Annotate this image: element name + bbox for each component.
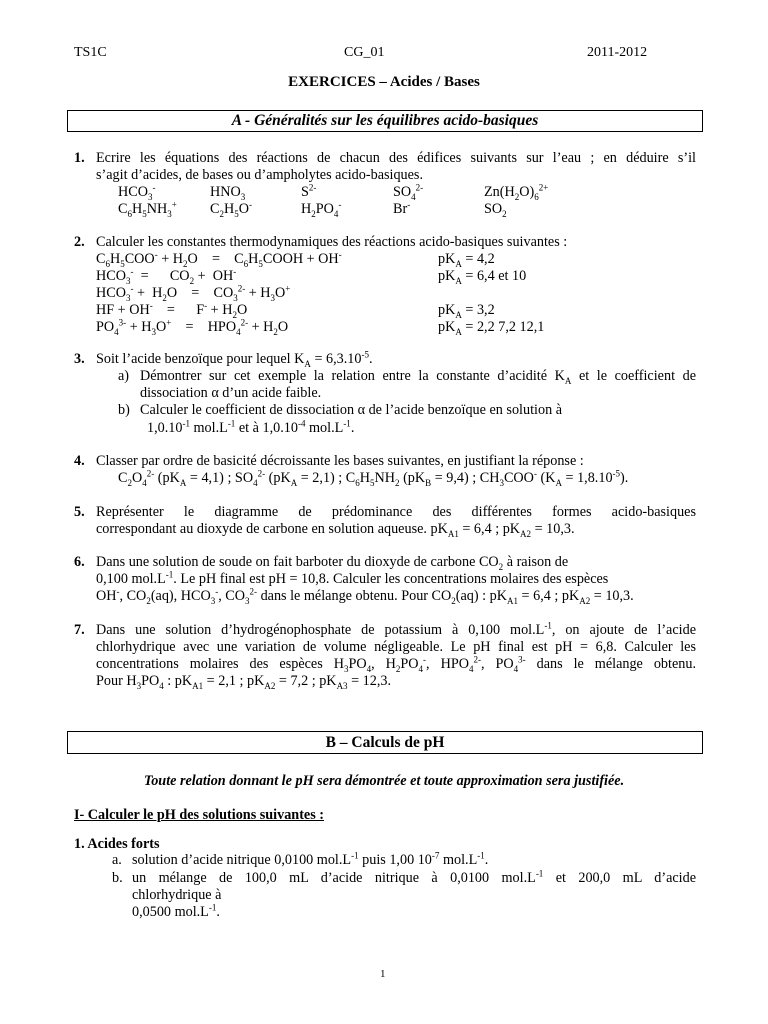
page-title: EXERCICES – Acides / Bases bbox=[288, 74, 480, 90]
item-b-line2: chlorhydrique à bbox=[132, 887, 222, 903]
ex7-line3: concentrations molaires des espèces $H_3PO_4$, $H_2PO_4^-$, $HPO_4^{2-}$, $PO_4^{3-}$ dans le mélange obtenu. bbox=[96, 654, 696, 674]
page-number: 1 bbox=[380, 968, 386, 980]
ex6-line3: OH-, $CO_2(aq)$, $HCO_3^-$, $CO_3^{2-}$ dans le mélange obtenu. Pour $CO_2(aq)$ : $pK_{A1} = 6,4$ ; $pK_{A2} = 10,3$. bbox=[96, 586, 634, 606]
header-year: 2011-2012 bbox=[587, 45, 648, 60]
ex3-a-marker: a) bbox=[118, 368, 130, 384]
ex2-number: 2. bbox=[74, 234, 85, 250]
ex4-number: 4. bbox=[74, 453, 85, 469]
ex2-pka-2: $pK_A = 6,4$ et 10 bbox=[438, 268, 527, 286]
item-a-marker: a. bbox=[112, 852, 122, 868]
item-b-line1: un mélange de 100,0 mL d’acide nitrique à 0,0100 $mol.L^{-1}$ et 200,0 mL d’acide bbox=[132, 868, 696, 886]
section-b-title: B – Calculs de pH bbox=[67, 731, 703, 754]
ex4-bases: $C_2O_4^{2-}$ $(pK_A = 4,1)$ ; $SO_4^{2-}$ $(pK_A = 2,1)$ ; $C_6H_5NH_2$ $(pK_B = 9,4)$ ; $CH_3COO^-$ $(K_A = 1,8.10^{-5})$. bbox=[118, 468, 629, 488]
ex1-line1: Ecrire les équations des réactions de chacun des édifices suivants sur l’eau ; en déduire s’il bbox=[96, 150, 696, 166]
item-a-text: solution d’acide nitrique 0,0100 $mol.L^{-1}$ puis 1,00 $10^{-7}$ $mol.L^{-1}$. bbox=[132, 850, 489, 868]
ex7-line1: Dans une solution d’hydrogénophosphate de potassium à 0,100 $mol.L^{-1}$, on ajoute de l’acide bbox=[96, 620, 696, 638]
instructions-note: Toute relation donnant le pH sera démontrée et toute approximation sera justifiée. bbox=[143, 773, 625, 789]
ex3-number: 3. bbox=[74, 351, 85, 367]
ex3-intro: Soit l’acide benzoïque pour lequel $K_A = 6,3.10^{-5}$. bbox=[96, 349, 373, 369]
ex5-number: 5. bbox=[74, 504, 85, 520]
ex6-line2: 0,100 $mol.L^{-1}$. Le pH final est pH = 10,8. Calculer les concentrations molaires des espèces bbox=[96, 569, 609, 587]
part-i-heading: I- Calculer le pH des solutions suivantes : bbox=[74, 807, 325, 823]
ex3-a-line1: Démontrer sur cet exemple la relation entre la constante d’acidité $K_A$ et le coefficient de bbox=[140, 368, 696, 386]
section-a-title: A - Généralités sur les équilibres acido-basiques bbox=[67, 110, 703, 132]
ex3-a-line2: dissociation α d’un acide faible. bbox=[140, 385, 322, 401]
header-class: TS1C bbox=[74, 45, 107, 60]
header-code: CG_01 bbox=[344, 45, 385, 60]
ex7-line2: chlorhydrique avec une variation de volume négligeable. Le pH final est pH = 6,8. Calculer les bbox=[96, 639, 696, 655]
ex2-pka-1: $pK_A = 4,2$ bbox=[438, 251, 495, 269]
ex2-pka-4: $pK_A = 3,2$ bbox=[438, 302, 495, 320]
ex2-pka-5: $pK_A = 2,2$ 7,2 12,1 bbox=[438, 319, 545, 337]
ex5-line1: Représenter le diagramme de prédominance des différentes formes acido-basiques bbox=[96, 504, 696, 520]
ex6-line1: Dans une solution de soude on fait barboter du dioxyde de carbone $CO_2$ à raison de bbox=[96, 554, 569, 572]
sub-heading-strong-acids: 1. Acides forts bbox=[74, 836, 160, 852]
ex6-number: 6. bbox=[74, 554, 85, 570]
item-b-line3: 0,0500 $mol.L^{-1}$. bbox=[132, 902, 220, 920]
ex7-number: 7. bbox=[74, 622, 85, 638]
ex1-number: 1. bbox=[74, 150, 85, 166]
ex1-line2: s’agit d’acides, de bases ou d’ampholytes acido-basiques. bbox=[96, 167, 424, 183]
ex2-intro: Calculer les constantes thermodynamiques des réactions acido-basiques suivantes : bbox=[96, 234, 568, 250]
ex7-line4: Pour $H_3PO_4$ : $pK_{A1} = 2,1$ ; $pK_{A2} = 7,2$ ; $pK_{A3} = 12,3$. bbox=[96, 673, 392, 691]
ex3-b-line2: $1,0.10^{-1}$ $mol.L^{-1}$ et à $1,0.10^{-4}$ $mol.L^{-1}$. bbox=[147, 418, 355, 436]
ex4-intro: Classer par ordre de basicité décroissante les bases suivantes, en justifiant la réponse : bbox=[96, 453, 584, 469]
ex5-line2: correspondant au dioxyde de carbone en solution aqueuse. $pK_{A1} = 6,4$ ; $pK_{A2} = 10,3$. bbox=[96, 521, 575, 539]
ex3-b-line1: Calculer le coefficient de dissociation α de l’acide benzoïque en solution à bbox=[140, 402, 563, 418]
ex3-b-marker: b) bbox=[118, 402, 130, 418]
item-b-marker: b. bbox=[112, 870, 123, 886]
